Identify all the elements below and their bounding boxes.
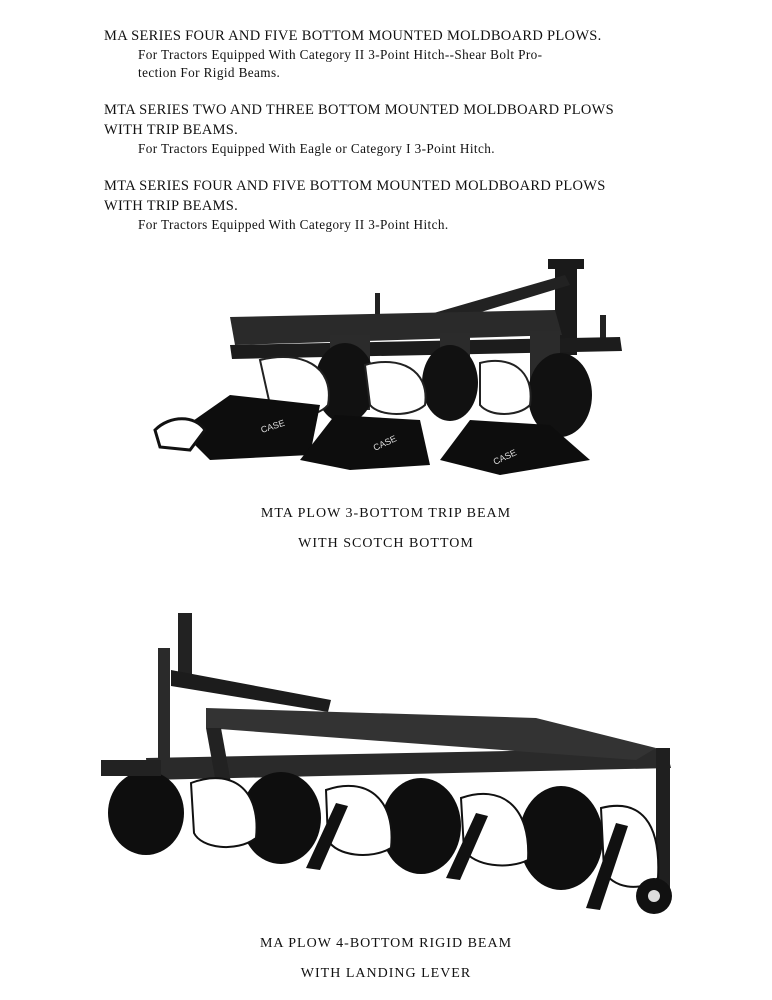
section-description: tection For Rigid Beams. — [138, 65, 281, 80]
section-description: For Tractors Equipped With Category II 3-Point Hitch--Shear Bolt Pro- — [138, 47, 543, 62]
figure-caption: MA PLOW 4-BOTTOM RIGID BEAM — [259, 936, 513, 951]
section-mta-four-five — [104, 176, 704, 234]
section-heading: MTA SERIES TWO AND THREE BOTTOM MOUNTED MOLDBOARD PLOWS — [104, 102, 614, 118]
section-mta-two-three — [104, 100, 704, 158]
section-heading: WITH TRIP BEAMS. — [104, 198, 239, 214]
bottom-stamp: CASE — [259, 417, 286, 435]
figure-caption: WITH SCOTCH BOTTOM — [298, 536, 474, 551]
bottom-stamp: CASE — [371, 433, 399, 453]
plow-photo-ma-4-bottom — [96, 608, 692, 930]
plow-photo-mta-3-bottom — [150, 255, 630, 485]
section-heading: MA SERIES FOUR AND FIVE BOTTOM MOUNTED MOLDBOARD PLOWS. — [104, 28, 602, 44]
figure-caption: WITH LANDING LEVER — [300, 966, 472, 981]
section-heading: WITH TRIP BEAMS. — [104, 122, 239, 138]
figure-caption: MTA PLOW 3-BOTTOM TRIP BEAM — [260, 506, 512, 521]
section-heading: MTA SERIES FOUR AND FIVE BOTTOM MOUNTED MOLDBOARD PLOWS — [104, 178, 606, 194]
section-description: For Tractors Equipped With Eagle or Category I 3-Point Hitch. — [138, 141, 495, 156]
section-description: For Tractors Equipped With Category II 3-Point Hitch. — [138, 217, 449, 232]
bottom-stamp: CASE — [491, 447, 519, 467]
section-ma-series — [104, 26, 704, 82]
